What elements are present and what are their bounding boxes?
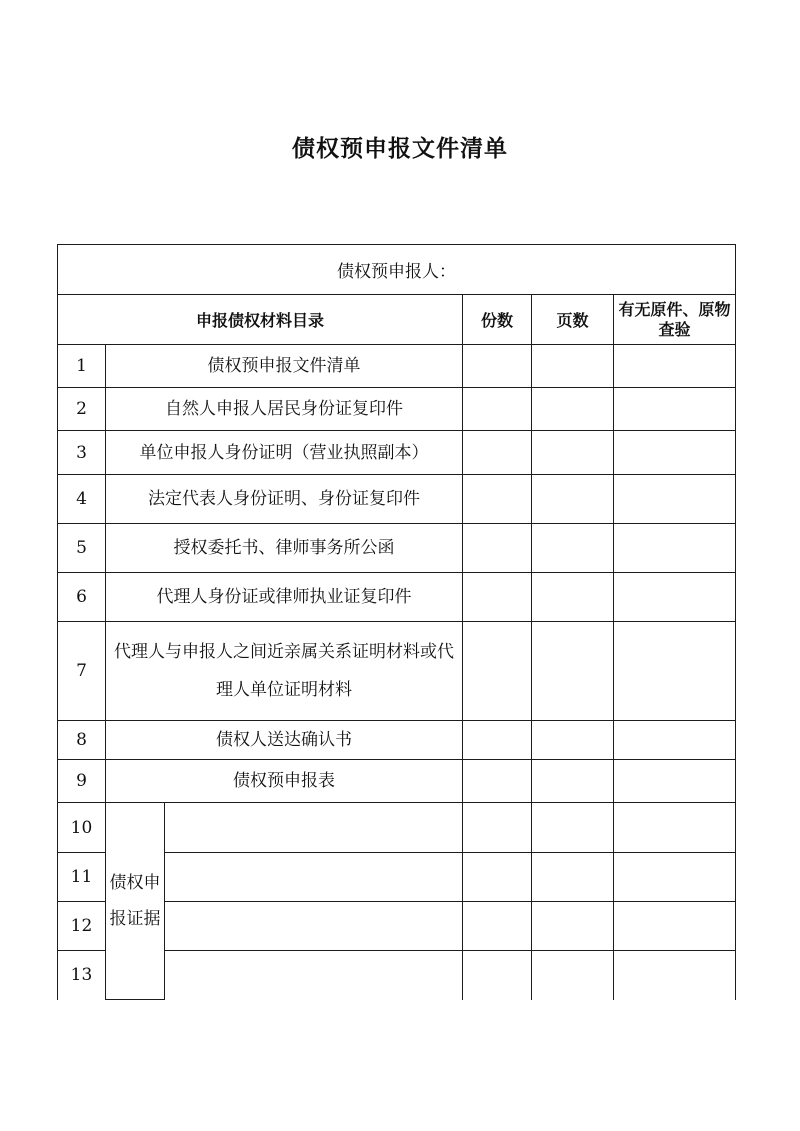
document-title: 债权预申报文件清单 [292,136,508,162]
original-check-cell [614,803,736,853]
copies-cell [463,853,532,902]
pages-cell [532,951,614,1000]
copies-cell [463,803,532,853]
table-row [58,524,736,573]
pages-cell [532,431,614,475]
original-check-cell [614,853,736,902]
item-name: 授权委托书、律师事务所公函 [106,524,463,573]
original-check-cell [614,524,736,573]
pages-cell [532,524,614,573]
row-number: 3 [58,431,106,475]
original-check-cell [614,475,736,524]
pages-cell [532,803,614,853]
original-check-cell [614,622,736,721]
pages-cell [532,573,614,622]
table-row [58,388,736,431]
row-number: 6 [58,573,106,622]
row-number: 2 [58,388,106,431]
copies-cell [463,573,532,622]
item-name: 法定代表人身份证明、身份证复印件 [106,475,463,524]
row-number: 10 [58,803,106,853]
pages-cell [532,760,614,803]
original-check-cell [614,902,736,951]
row-number: 4 [58,475,106,524]
copies-cell [463,524,532,573]
applicant-row [58,245,736,295]
pages-cell [532,853,614,902]
evidence-item-cell [165,803,463,853]
copies-cell [463,760,532,803]
item-name: 代理人身份证或律师执业证复印件 [106,573,463,622]
row-number: 8 [58,721,106,760]
materials-table [57,244,736,1000]
table-row [58,573,736,622]
header-materials: 申报债权材料目录 [58,295,463,345]
original-check-cell [614,760,736,803]
table-row [58,431,736,475]
original-check-cell [614,573,736,622]
original-check-cell [614,721,736,760]
row-number: 11 [58,853,106,902]
evidence-item-cell [165,902,463,951]
row-number: 13 [58,951,106,1000]
original-check-cell [614,388,736,431]
copies-cell [463,475,532,524]
applicant-label: 债权预申报人： [58,245,736,295]
copies-cell [463,388,532,431]
evidence-group-label: 债权申报证据 [106,803,165,1000]
item-name: 代理人与申报人之间近亲属关系证明材料或代理人单位证明材料 [106,622,463,721]
header-row [58,295,736,345]
pages-cell [532,721,614,760]
pages-cell [532,475,614,524]
row-number: 1 [58,345,106,388]
copies-cell [463,431,532,475]
header-copies: 份数 [463,295,532,345]
copies-cell [463,951,532,1000]
header-original-check: 有无原件、原物查验 [614,295,736,345]
table-row [58,622,736,721]
row-number: 7 [58,622,106,721]
table-row [58,803,736,853]
table-row [58,475,736,524]
table-row [58,721,736,760]
item-name: 债权预申报文件清单 [106,345,463,388]
table-row [58,760,736,803]
pages-cell [532,345,614,388]
original-check-cell [614,431,736,475]
copies-cell [463,622,532,721]
row-number: 5 [58,524,106,573]
table-row [58,345,736,388]
item-name: 债权预申报表 [106,760,463,803]
item-name: 自然人申报人居民身份证复印件 [106,388,463,431]
original-check-cell [614,345,736,388]
copies-cell [463,345,532,388]
pages-cell [532,902,614,951]
pages-cell [532,622,614,721]
header-pages: 页数 [532,295,614,345]
row-number: 9 [58,760,106,803]
row-number: 12 [58,902,106,951]
evidence-item-cell [165,853,463,902]
original-check-cell [614,951,736,1000]
copies-cell [463,902,532,951]
pages-cell [532,388,614,431]
evidence-item-cell [165,951,463,1000]
copies-cell [463,721,532,760]
item-name: 单位申报人身份证明（营业执照副本） [106,431,463,475]
item-name: 债权人送达确认书 [106,721,463,760]
